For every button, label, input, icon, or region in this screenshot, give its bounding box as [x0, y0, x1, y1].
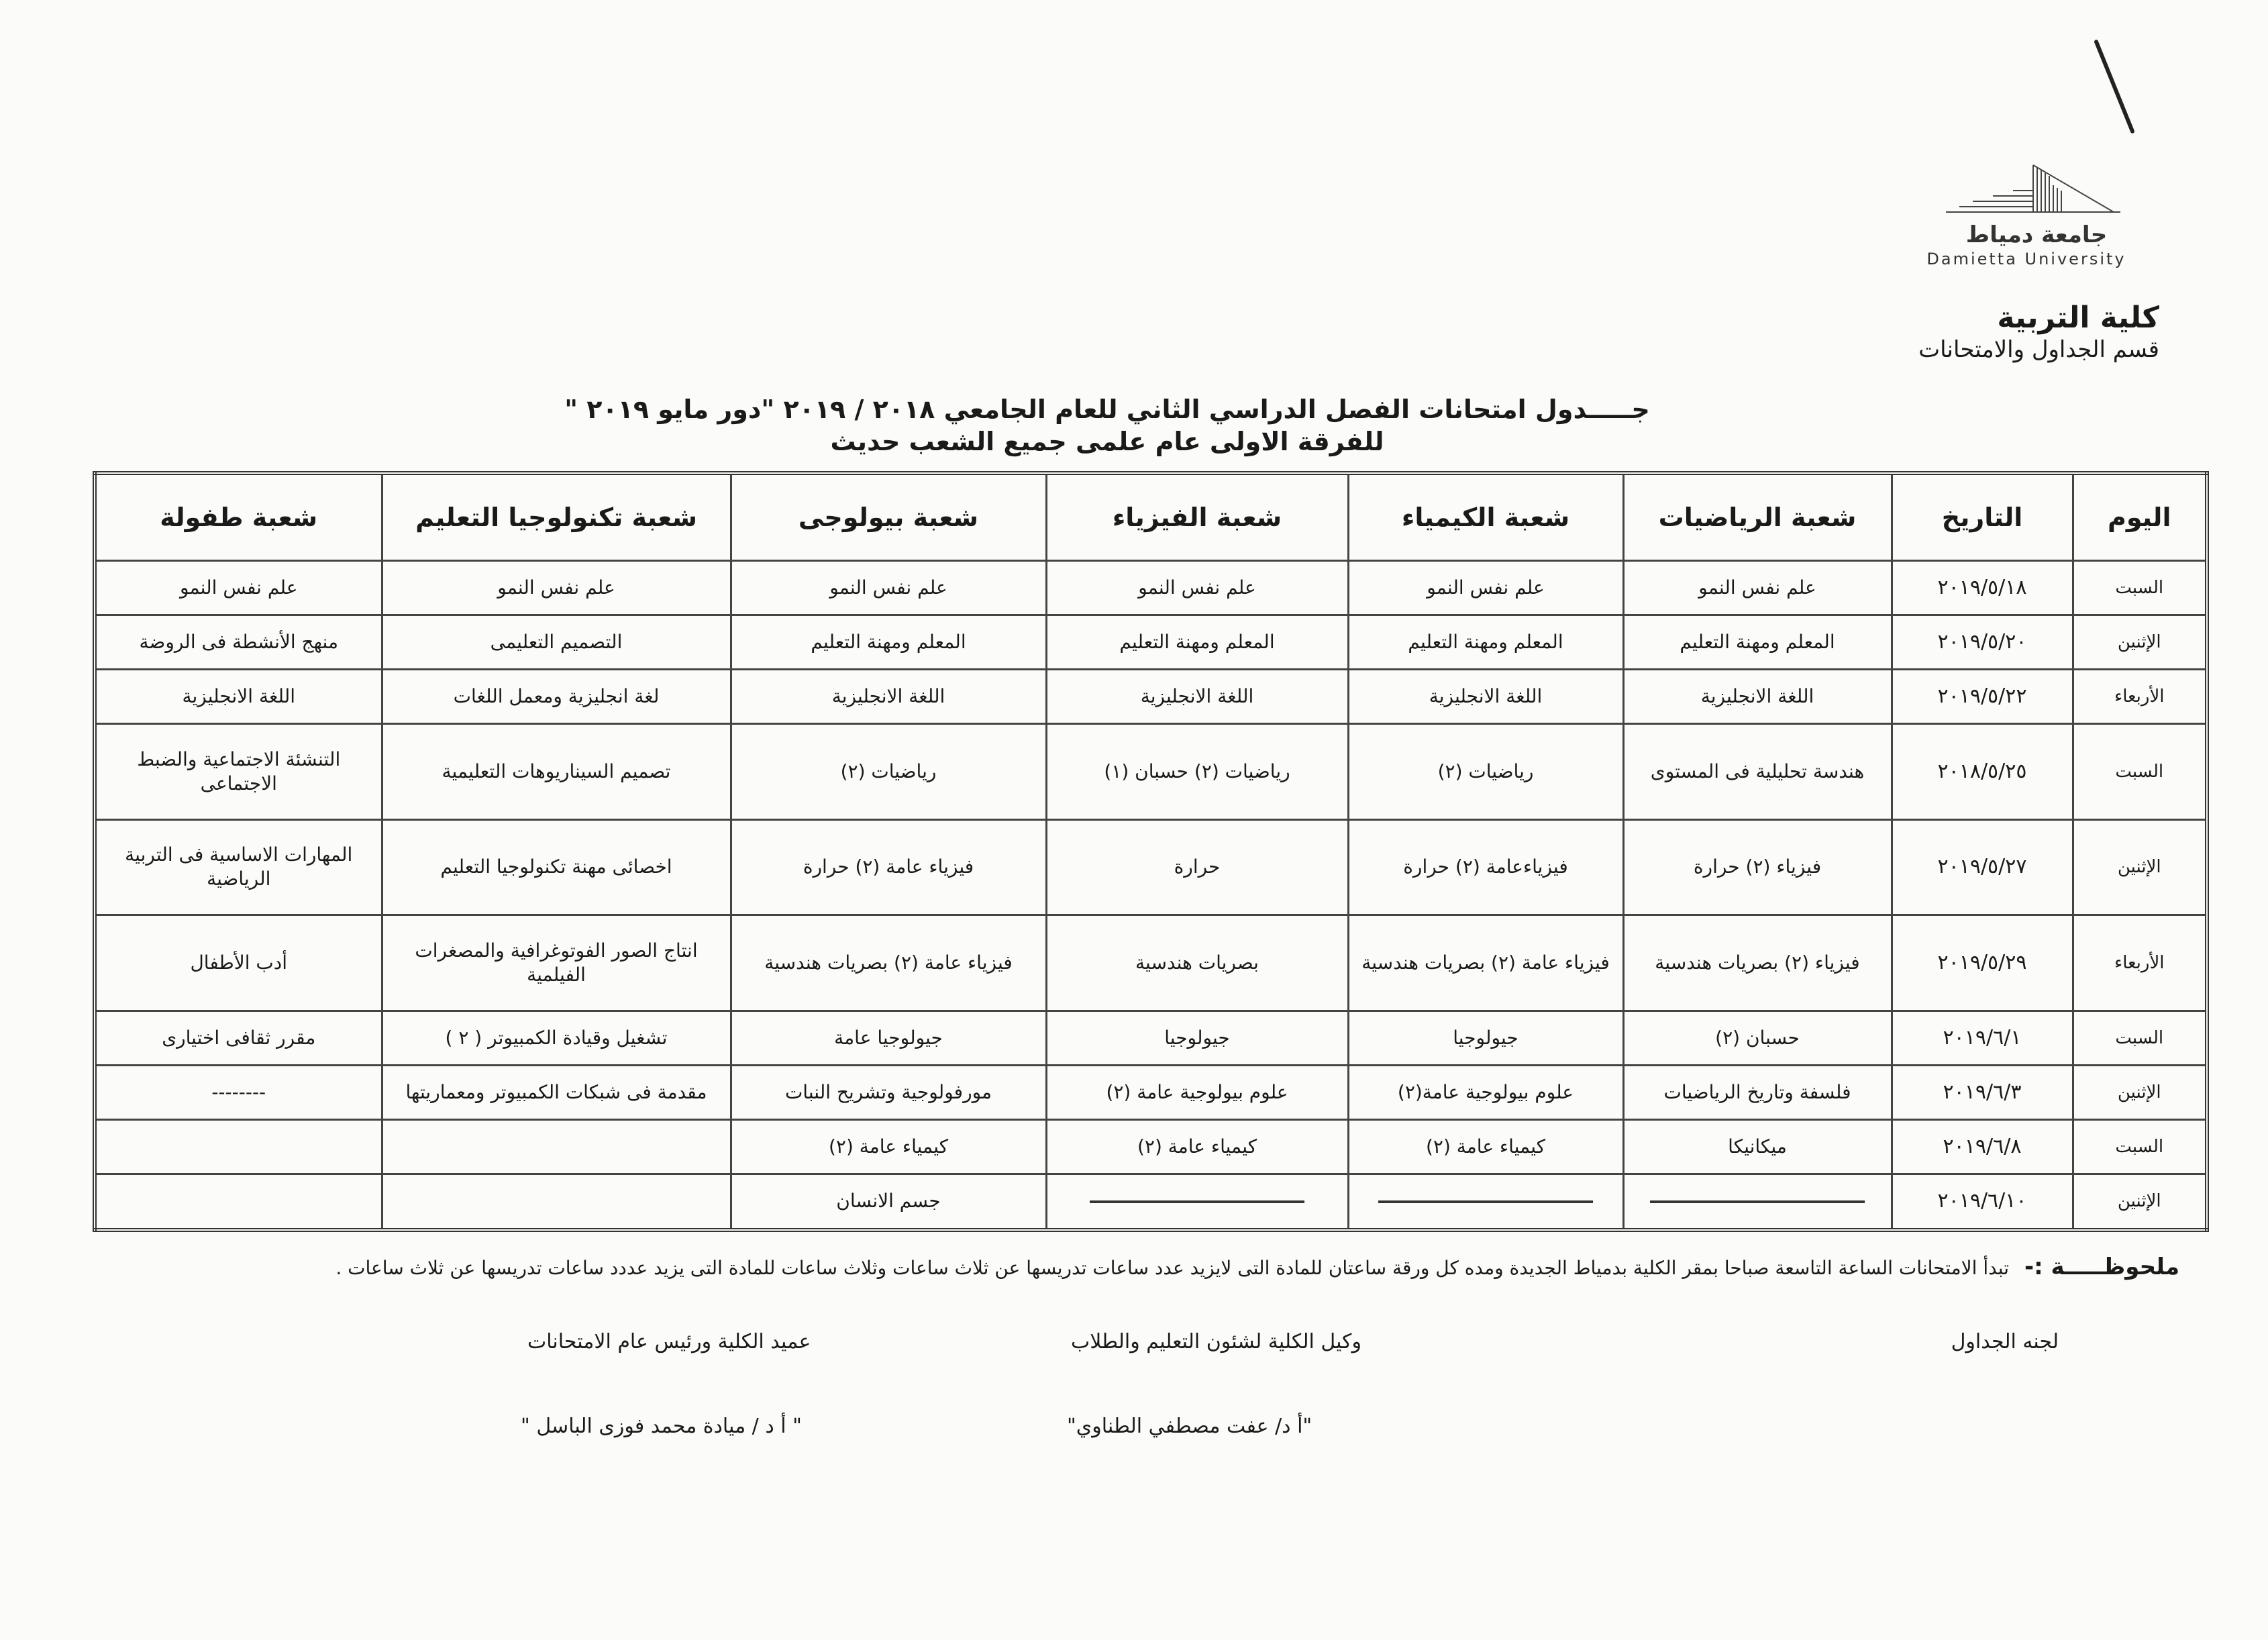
blank-line — [1650, 1200, 1865, 1203]
cell-edtech: مقدمة فى شبكات الكمبيوتر ومعماريتها — [382, 1066, 731, 1120]
header-chemistry: شعبة الكيمياء — [1348, 473, 1623, 561]
cell-chemistry: فيزياءعامة (٢) حرارة — [1348, 819, 1623, 915]
exam-schedule-table — [93, 471, 2209, 1232]
cell-biology: جسم الانسان — [731, 1174, 1046, 1230]
cell-date: ٢٠١٩/٥/٢٢ — [1892, 669, 2073, 723]
cell-biology: فيزياء عامة (٢) حرارة — [731, 819, 1046, 915]
cell-childhood: أدب الأطفال — [95, 915, 382, 1011]
cell-day: السبت — [2073, 1011, 2207, 1066]
cell-edtech — [382, 1120, 731, 1174]
cell-biology: رياضيات (٢) — [731, 723, 1046, 819]
cell-childhood: علم نفس النمو — [95, 561, 382, 615]
cell-childhood: المهارات الاساسية فى التربية الرياضية — [95, 819, 382, 915]
cell-biology: علم نفس النمو — [731, 561, 1046, 615]
cell-childhood: منهج الأنشطة فى الروضة — [95, 615, 382, 669]
cell-day: السبت — [2073, 723, 2207, 819]
table-row — [95, 915, 2207, 1011]
header-edtech: شعبة تكنولوجيا التعليم — [382, 473, 731, 561]
cell-math: علم نفس النمو — [1623, 561, 1892, 615]
cell-childhood: مقرر ثقافى اختيارى — [95, 1011, 382, 1066]
cell-date: ٢٠١٩/٥/٢٩ — [1892, 915, 2073, 1011]
table-row — [95, 561, 2207, 615]
cell-date: ٢٠١٩/٥/١٨ — [1892, 561, 2073, 615]
cell-date: ٢٠١٩/٦/٣ — [1892, 1066, 2073, 1120]
cell-math: فيزياء (٢) بصريات هندسية — [1623, 915, 1892, 1011]
schedule-title: جـــــدول امتحانات الفصل الدراسي الثاني للعام الجامعي ٢٠١٨ / ٢٠١٩ "دور مايو ٢٠١٩ " — [564, 395, 1650, 424]
cell-childhood: اللغة الانجليزية — [95, 669, 382, 723]
cell-biology: فيزياء عامة (٢) بصريات هندسية — [731, 915, 1046, 1011]
blank-line — [1090, 1200, 1304, 1203]
corner-pen-mark — [2094, 39, 2135, 134]
cell-childhood: التنشئة الاجتماعية والضبط الاجتماعى — [95, 723, 382, 819]
cell-physics-dash — [1046, 1174, 1348, 1230]
header-childhood: شعبة طفولة — [95, 473, 382, 561]
dean-name: " أ د / ميادة محمد فوزى الباسل " — [521, 1415, 802, 1438]
cell-childhood: -------- — [95, 1066, 382, 1120]
cell-childhood — [95, 1120, 382, 1174]
cell-chemistry-dash — [1348, 1174, 1623, 1230]
cell-physics: رياضيات (٢) حسبان (١) — [1046, 723, 1348, 819]
cell-math: المعلم ومهنة التعليم — [1623, 615, 1892, 669]
header-physics: شعبة الفيزياء — [1046, 473, 1348, 561]
cell-biology: مورفولوجية وتشريح النبات — [731, 1066, 1046, 1120]
table-row — [95, 1120, 2207, 1174]
table-header-row — [95, 473, 2207, 561]
cell-edtech — [382, 1174, 731, 1230]
note-block — [294, 1252, 2179, 1283]
university-name-ar: جامعة دمياط — [1965, 221, 2108, 248]
cell-physics: المعلم ومهنة التعليم — [1046, 615, 1348, 669]
cell-edtech: تصميم السيناريوهات التعليمية — [382, 723, 731, 819]
org-block — [1918, 301, 2159, 363]
cell-math: هندسة تحليلية فى المستوى — [1623, 723, 1892, 819]
cell-chemistry: علم نفس النمو — [1348, 561, 1623, 615]
header-biology: شعبة بيولوجى — [731, 473, 1046, 561]
table-row — [95, 669, 2207, 723]
cell-chemistry: علوم بيولوجية عامة(٢) — [1348, 1066, 1623, 1120]
vice-dean-title: وكيل الكلية لشئون التعليم والطلاب — [1071, 1330, 1361, 1353]
cell-physics: كيمياء عامة (٢) — [1046, 1120, 1348, 1174]
cell-chemistry: اللغة الانجليزية — [1348, 669, 1623, 723]
department-name: قسم الجداول والامتحانات — [1918, 336, 2159, 363]
cell-physics: اللغة الانجليزية — [1046, 669, 1348, 723]
cell-physics: جيولوجيا — [1046, 1011, 1348, 1066]
cell-physics: علوم بيولوجية عامة (٢) — [1046, 1066, 1348, 1120]
header-day: اليوم — [2073, 473, 2207, 561]
vice-dean-name: "أ د/ عفت مصطفي الطناوي" — [1067, 1415, 1312, 1438]
cell-edtech: التصميم التعليمى — [382, 615, 731, 669]
note-label: ملحوظـــــة :- — [2024, 1253, 2179, 1280]
cell-date: ٢٠١٨/٥/٢٥ — [1892, 723, 2073, 819]
cell-math: اللغة الانجليزية — [1623, 669, 1892, 723]
cell-biology: جيولوجيا عامة — [731, 1011, 1046, 1066]
cell-day: الإثنين — [2073, 1174, 2207, 1230]
cell-day: الأربعاء — [2073, 669, 2207, 723]
cell-edtech: انتاج الصور الفوتوغرافية والمصغرات الفيلمية — [382, 915, 731, 1011]
cell-physics: بصريات هندسية — [1046, 915, 1348, 1011]
cell-date: ٢٠١٩/٥/٢٧ — [1892, 819, 2073, 915]
cell-math: ميكانيكا — [1623, 1120, 1892, 1174]
table-row — [95, 1011, 2207, 1066]
cell-date: ٢٠١٩/٦/١ — [1892, 1011, 2073, 1066]
cell-chemistry: المعلم ومهنة التعليم — [1348, 615, 1623, 669]
table-row — [95, 615, 2207, 669]
cell-chemistry: كيمياء عامة (٢) — [1348, 1120, 1623, 1174]
cell-biology: المعلم ومهنة التعليم — [731, 615, 1046, 669]
table-row — [95, 1066, 2207, 1120]
cell-edtech: لغة انجليزية ومعمل اللغات — [382, 669, 731, 723]
cell-childhood — [95, 1174, 382, 1230]
header-math: شعبة الرياضيات — [1623, 473, 1892, 561]
table-row — [95, 819, 2207, 915]
cell-date: ٢٠١٩/٥/٢٠ — [1892, 615, 2073, 669]
cell-edtech: اخصائى مهنة تكنولوجيا التعليم — [382, 819, 731, 915]
cell-chemistry: رياضيات (٢) — [1348, 723, 1623, 819]
committee-signature: لجنه الجداول — [1951, 1330, 2059, 1353]
cell-biology: اللغة الانجليزية — [731, 669, 1046, 723]
schedule-subtitle: للفرقة الاولى عام علمى جميع الشعب حديث — [830, 427, 1384, 456]
table-row — [95, 1174, 2207, 1230]
cell-day: الإثنين — [2073, 819, 2207, 915]
cell-day: الأربعاء — [2073, 915, 2207, 1011]
header-date: التاريخ — [1892, 473, 2073, 561]
cell-chemistry: فيزياء عامة (٢) بصريات هندسية — [1348, 915, 1623, 1011]
cell-chemistry: جيولوجيا — [1348, 1011, 1623, 1066]
cell-edtech: علم نفس النمو — [382, 561, 731, 615]
cell-physics: حرارة — [1046, 819, 1348, 915]
faculty-name: كلية التربية — [1997, 301, 2159, 335]
blank-line — [1378, 1200, 1593, 1203]
cell-biology: كيمياء عامة (٢) — [731, 1120, 1046, 1174]
university-name-en: Damietta University — [1926, 250, 2126, 268]
cell-day: الإثنين — [2073, 1066, 2207, 1120]
cell-day: السبت — [2073, 561, 2207, 615]
cell-math: حسبان (٢) — [1623, 1011, 1892, 1066]
cell-date: ٢٠١٩/٦/٨ — [1892, 1120, 2073, 1174]
cell-day: السبت — [2073, 1120, 2207, 1174]
dean-title: عميد الكلية ورئيس عام الامتحانات — [527, 1330, 811, 1353]
cell-math: فيزياء (٢) حرارة — [1623, 819, 1892, 915]
note-text: تبدأ الامتحانات الساعة التاسعة صباحا بمقر الكلية بدمياط الجديدة ومده كل ورقة ساعتان للمادة التى لايزيد عدد ساعات تدريسها عن ثلاث ساعات وثلاث ساعات للمادة التى يزيد عددد ساعات تدريسها عن ثلاث ساعات . — [336, 1257, 2010, 1279]
cell-math: فلسفة وتاريخ الرياضيات — [1623, 1066, 1892, 1120]
table-row — [95, 723, 2207, 819]
cell-math-dash — [1623, 1174, 1892, 1230]
cell-physics: علم نفس النمو — [1046, 561, 1348, 615]
cell-day: الإثنين — [2073, 615, 2207, 669]
cell-date: ٢٠١٩/٦/١٠ — [1892, 1174, 2073, 1230]
cell-edtech: تشغيل وقيادة الكمبيوتر ( ٢ ) — [382, 1011, 731, 1066]
